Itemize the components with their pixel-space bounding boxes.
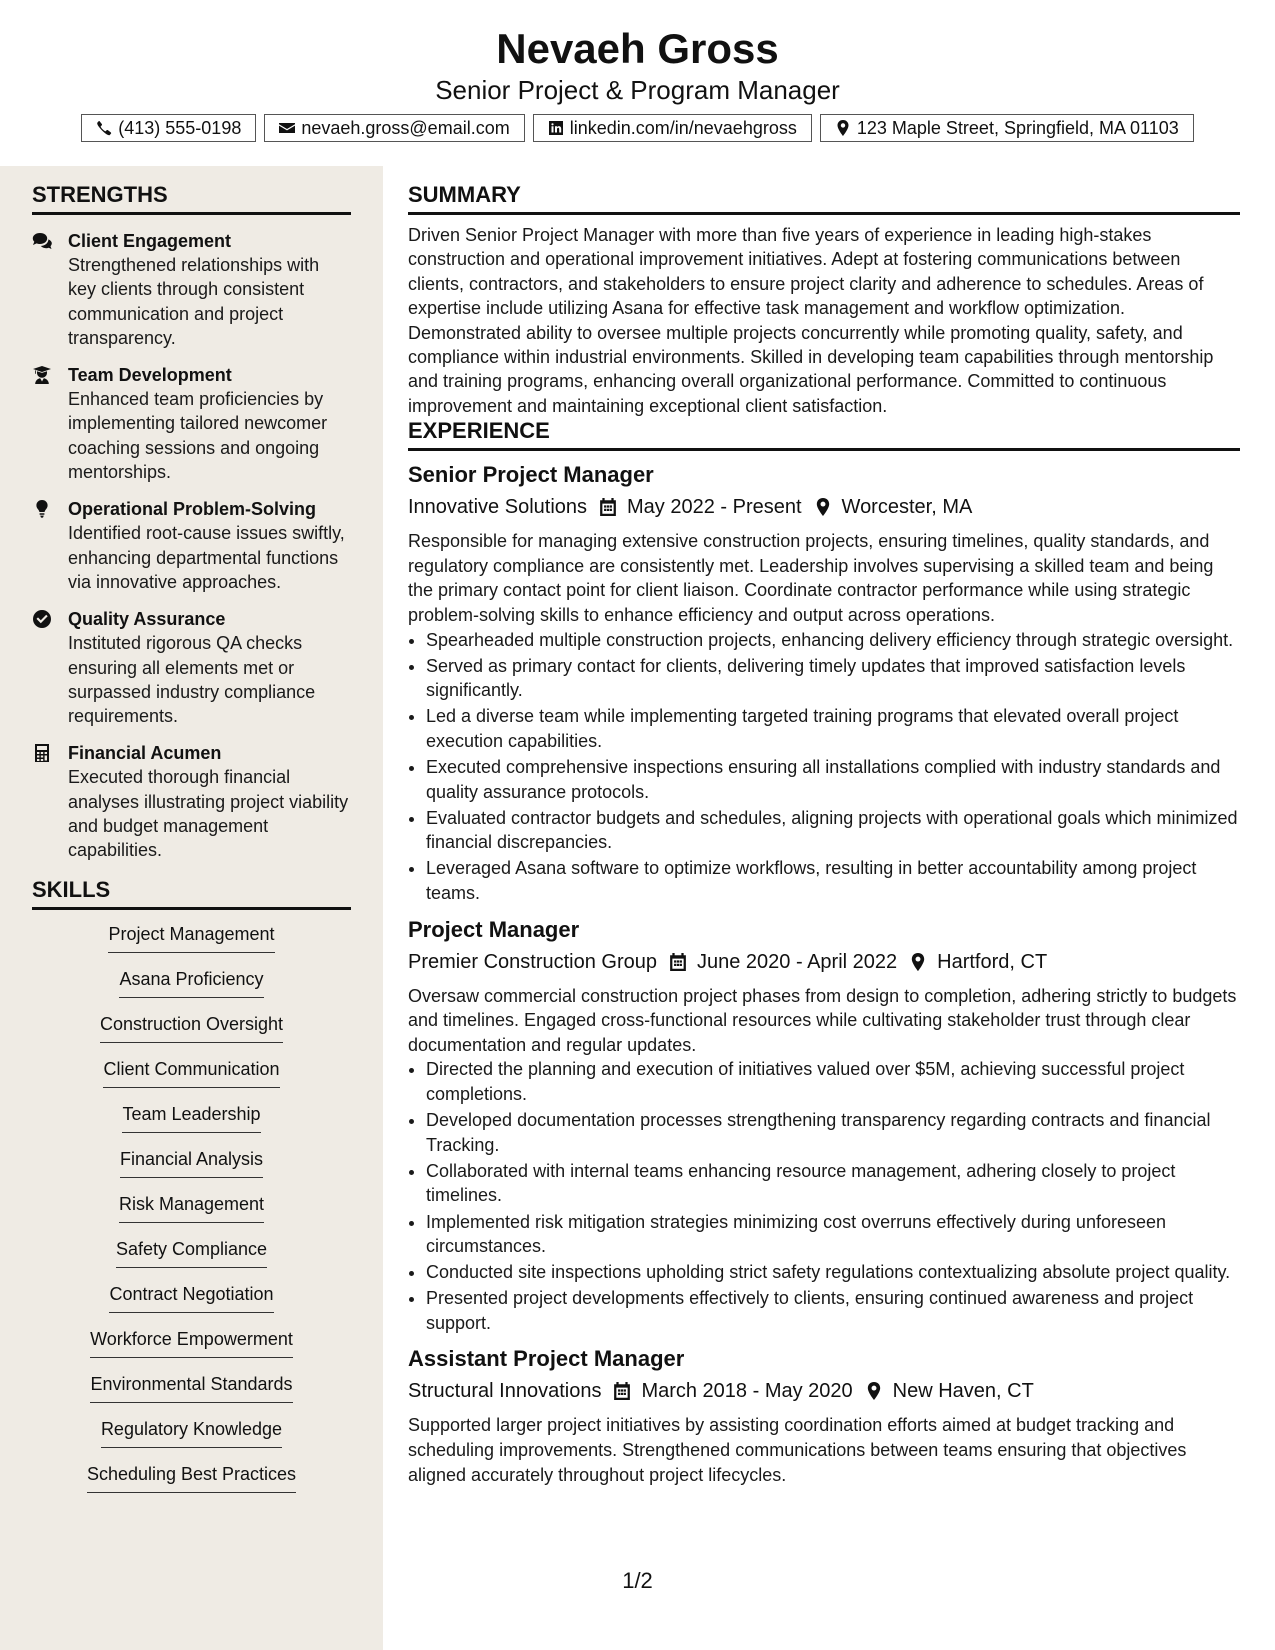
skill-label: Financial Analysis: [120, 1147, 263, 1178]
skill-item: [32, 1462, 351, 1507]
skill-label: Workforce Empowerment: [90, 1327, 293, 1358]
skill-label: Regulatory Knowledge: [101, 1417, 282, 1448]
job-dates: May 2022 - Present: [627, 496, 802, 519]
job-bullets: [408, 1057, 1240, 1335]
user-graduate-icon: [32, 366, 52, 384]
calendar-icon: [599, 498, 617, 516]
skill-item: [32, 1417, 351, 1462]
calculator-icon: [32, 744, 52, 762]
strength-title: Quality Assurance: [68, 609, 226, 630]
experience-heading: EXPERIENCE: [408, 418, 1240, 451]
list-item: • Evaluated contractor budgets and schedules, aligning projects with operational goals which minimized financial discrepancies.: [426, 806, 1240, 855]
summary-text: Driven Senior Project Manager with more than five years of experience in leading high-stakes construction and operational improvement initiatives. Adept at fostering communications between clients, contractors, and stakeholders to ensure project clarity and adherence to schedules. Areas of expertise include utilizing Asana for effective task management and workflow optimization. Demonstrated ability to oversee multiple projects concurrently while promoting quality, safety, and compliance within industrial environments. Skilled in developing team capabilities through mentorship and training programs, enhancing overall organizational performance. Committed to continuous improvement and maintaining exceptional client satisfaction.: [408, 225, 1214, 416]
skill-item: [32, 1372, 351, 1417]
contact-phone[interactable]: [81, 114, 256, 142]
skill-item: [32, 1057, 351, 1102]
contact-email[interactable]: [264, 114, 524, 142]
skill-item: [32, 1192, 351, 1237]
map-marker-icon: [835, 120, 851, 136]
skill-label: Construction Oversight: [100, 1012, 283, 1043]
strength-title: Financial Acumen: [68, 743, 222, 764]
list-item: • Served as primary contact for clients, delivering timely updates that improved satisfaction levels significantly.: [426, 654, 1240, 703]
list-item: • Presented project developments effectively to clients, ensuring continued awareness and project support.: [426, 1286, 1240, 1335]
list-item: • Collaborated with internal teams enhancing resource management, adhering closely to project timelines.: [426, 1159, 1240, 1208]
map-marker-icon: [814, 498, 832, 516]
envelope-icon: [279, 120, 295, 136]
list-item: • Executed comprehensive inspections ensuring all installations complied with industry standards and quality assurance protocols.: [426, 755, 1240, 804]
skill-label: Asana Proficiency: [119, 967, 263, 998]
list-item: • Implemented risk mitigation strategies minimizing cost overruns effectively during unforeseen circumstances.: [426, 1210, 1240, 1259]
job-dates: March 2018 - May 2020: [641, 1380, 853, 1403]
strength-desc: Executed thorough financial analyses illustrating project viability and budget management capabilities.: [68, 767, 349, 861]
job-location: Worcester, MA: [841, 496, 973, 519]
skill-label: Environmental Standards: [90, 1372, 292, 1403]
strength-desc: Strengthened relationships with key clients through consistent communication and project transparency.: [68, 255, 320, 348]
job-company: Premier Construction Group: [408, 950, 657, 973]
strengths-list: [32, 229, 351, 863]
job-meta: [408, 1377, 1240, 1405]
job-title: Assistant Project Manager: [408, 1346, 685, 1372]
sidebar: [0, 166, 383, 1650]
address-text: 123 Maple Street, Springfield, MA 01103: [856, 118, 1179, 138]
job-meta: [408, 948, 1240, 976]
calendar-icon: [613, 1382, 631, 1400]
job-description: Supported larger project initiatives by assisting coordination efforts aimed at budget tracking and scheduling improvements. Strengthened communications between teams ensuring that objectives aligned accurately throughout project lifecycles.: [408, 1415, 1187, 1485]
map-marker-icon: [865, 1382, 883, 1400]
job-company: Innovative Solutions: [408, 496, 588, 519]
list-item: • Conducted site inspections upholding strict safety regulations contextualizing absolute project quality.: [426, 1260, 1240, 1285]
skill-label: Team Leadership: [122, 1102, 260, 1133]
map-marker-icon: [909, 953, 927, 971]
job-bullets: [408, 628, 1240, 906]
list-item: • Led a diverse team while implementing targeted training programs that elevated overall project execution capabilities.: [426, 704, 1240, 753]
skill-label: Contract Negotiation: [109, 1282, 273, 1313]
candidate-title: Senior Project & Program Manager: [435, 75, 840, 105]
skill-item: [32, 1147, 351, 1192]
skill-label: Risk Management: [119, 1192, 264, 1223]
job-entry: [408, 1345, 1240, 1487]
strength-item: [32, 741, 351, 862]
strength-item: [32, 497, 351, 594]
contact-linkedin[interactable]: [533, 114, 812, 142]
job-dates: June 2020 - April 2022: [696, 950, 898, 973]
lightbulb-icon: [32, 500, 52, 518]
job-description: Responsible for managing extensive construction projects, ensuring timelines, quality standards, and regulatory compliance are consistently met. Leadership involves supervising a skilled team and being the primary contact point for client liaison. Coordinate contractor performance while using strategic problem-solving skills to enhance efficiency and output across operations.: [408, 531, 1214, 626]
job-title: Project Manager: [408, 916, 580, 942]
skill-label: Client Communication: [103, 1057, 279, 1088]
candidate-name: Nevaeh Gross: [496, 25, 779, 72]
skill-item: [32, 1102, 351, 1147]
skill-item: [32, 1012, 351, 1057]
summary-heading: SUMMARY: [408, 182, 1240, 215]
job-entry: [408, 916, 1240, 1336]
job-location: Hartford, CT: [937, 950, 1048, 973]
job-location: New Haven, CT: [892, 1380, 1034, 1403]
skill-label: Project Management: [108, 922, 274, 953]
strength-item: [32, 229, 351, 350]
strength-title: Operational Problem-Solving: [68, 499, 317, 520]
job-entry: [408, 461, 1240, 905]
linkedin-icon: [548, 120, 564, 136]
list-item: • Directed the planning and execution of initiatives valued over $5M, achieving successful project completions.: [426, 1057, 1240, 1106]
strength-desc: Enhanced team proficiencies by implementing tailored newcomer coaching sessions and ongoing mentorships.: [68, 389, 328, 483]
job-description: Oversaw commercial construction project phases from design to completion, adhering strictly to budgets and timelines. Engaged cross-functional resources while cultivating stakeholder trust through clear documentation and regular updates.: [408, 985, 1237, 1055]
skills-heading: SKILLS: [32, 877, 351, 910]
comments-icon: [32, 232, 52, 250]
strength-title: Team Development: [68, 365, 232, 386]
strength-title: Client Engagement: [68, 231, 232, 251]
job-company: Structural Innovations: [408, 1380, 602, 1403]
strength-desc: Identified root-cause issues swiftly, enhancing departmental functions via innovative approaches.: [68, 523, 345, 592]
page-number: 1/2: [622, 1568, 653, 1593]
strength-item: [32, 607, 351, 728]
skill-item: [32, 922, 351, 967]
job-title: Senior Project Manager: [408, 462, 654, 488]
contact-address: [820, 114, 1194, 142]
resume-header: [0, 0, 1275, 142]
strengths-heading: STRENGTHS: [32, 182, 351, 215]
list-item: • Developed documentation processes strengthening transparency regarding contracts and financial Tracking.: [426, 1108, 1240, 1157]
main-content: [408, 182, 1240, 1487]
email-text: nevaeh.gross@email.com: [301, 118, 510, 138]
skill-item: [32, 1237, 351, 1282]
strength-item: [32, 363, 351, 484]
skill-item: [32, 1327, 351, 1372]
linkedin-text: linkedin.com/in/nevaehgross: [569, 118, 797, 138]
phone-icon: [96, 120, 112, 136]
strength-desc: Instituted rigorous QA checks ensuring all elements met or surpassed industry compliance requirements.: [68, 633, 316, 727]
list-item: • Leveraged Asana software to optimize workflows, resulting in better accountability among project teams.: [426, 856, 1240, 905]
check-circle-icon: [32, 610, 52, 628]
skills-list: [32, 922, 351, 1507]
skill-label: Scheduling Best Practices: [87, 1462, 296, 1493]
skill-item: [32, 967, 351, 1012]
job-meta: [408, 493, 1240, 521]
skill-label: Safety Compliance: [116, 1237, 267, 1268]
list-item: • Spearheaded multiple construction projects, enhancing delivery efficiency through strategic oversight.: [426, 628, 1240, 653]
contact-bar: [0, 114, 1275, 142]
phone-text: (413) 555-0198: [118, 118, 242, 138]
skill-item: [32, 1282, 351, 1327]
calendar-icon: [669, 953, 687, 971]
